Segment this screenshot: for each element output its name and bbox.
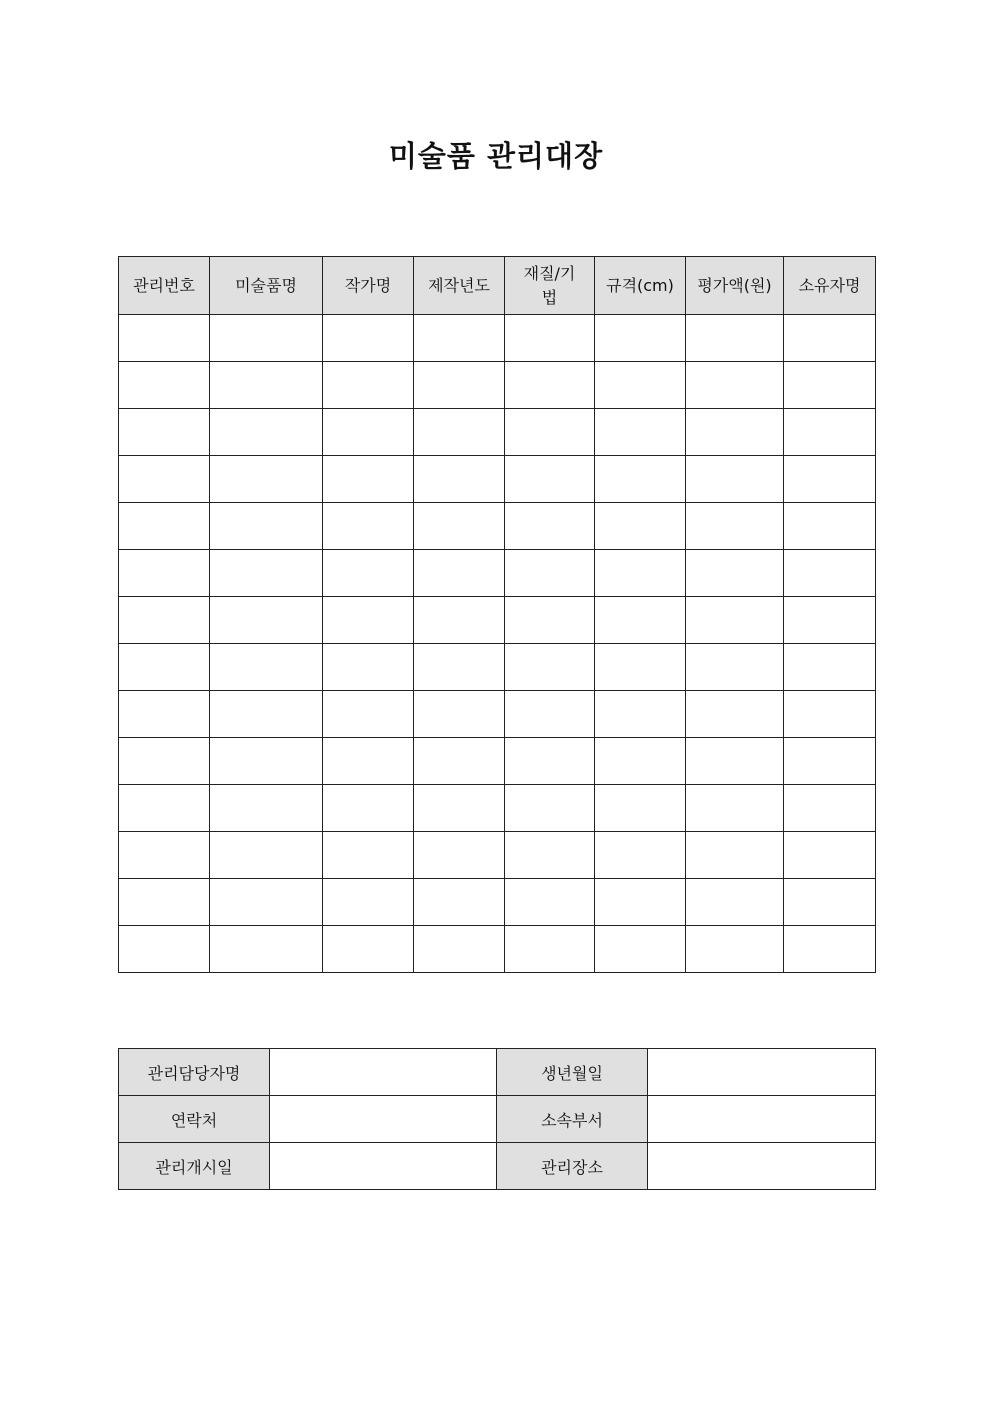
table-cell[interactable]: [686, 503, 784, 550]
table-cell[interactable]: [210, 691, 323, 738]
table-cell[interactable]: [686, 738, 784, 785]
header-row: [119, 257, 876, 315]
table-cell[interactable]: [595, 550, 686, 597]
table-cell[interactable]: [323, 550, 414, 597]
table-cell[interactable]: [119, 644, 210, 691]
table-cell[interactable]: [210, 785, 323, 832]
table-row: [119, 503, 876, 550]
location-label: 관리장소: [497, 1143, 648, 1190]
table-cell[interactable]: [686, 785, 784, 832]
table-cell[interactable]: [686, 691, 784, 738]
table-cell[interactable]: [595, 503, 686, 550]
table-cell[interactable]: [210, 926, 323, 973]
table-cell[interactable]: [119, 550, 210, 597]
table-cell[interactable]: [119, 879, 210, 926]
table-cell[interactable]: [505, 832, 595, 879]
table-cell[interactable]: [414, 597, 505, 644]
table-cell[interactable]: [505, 362, 595, 409]
table-row: [119, 644, 876, 691]
table-cell[interactable]: [323, 597, 414, 644]
table-cell[interactable]: [210, 409, 323, 456]
table-cell[interactable]: [210, 456, 323, 503]
table-cell[interactable]: [323, 362, 414, 409]
table-cell[interactable]: [210, 738, 323, 785]
table-cell[interactable]: [119, 597, 210, 644]
table-cell[interactable]: [323, 691, 414, 738]
start-date-label: 관리개시일: [119, 1143, 270, 1190]
table-cell[interactable]: [414, 738, 505, 785]
table-cell[interactable]: [686, 550, 784, 597]
table-cell[interactable]: [210, 550, 323, 597]
table-cell[interactable]: [784, 738, 876, 785]
table-cell[interactable]: [119, 926, 210, 973]
table-cell[interactable]: [323, 785, 414, 832]
table-cell[interactable]: [119, 503, 210, 550]
table-cell[interactable]: [323, 926, 414, 973]
table-cell[interactable]: [505, 691, 595, 738]
table-cell[interactable]: [505, 738, 595, 785]
table-cell[interactable]: [414, 926, 505, 973]
birth-date-field[interactable]: [648, 1049, 876, 1096]
table-cell[interactable]: [784, 644, 876, 691]
table-cell[interactable]: [119, 409, 210, 456]
table-cell[interactable]: [595, 644, 686, 691]
table-cell[interactable]: [210, 503, 323, 550]
table-cell[interactable]: [595, 315, 686, 362]
table-cell[interactable]: [595, 785, 686, 832]
table-cell[interactable]: [414, 362, 505, 409]
page-title: 미술품 관리대장: [388, 139, 604, 173]
table-cell[interactable]: [505, 456, 595, 503]
table-cell[interactable]: [414, 644, 505, 691]
table-cell[interactable]: [210, 879, 323, 926]
table-cell[interactable]: [686, 644, 784, 691]
table-cell[interactable]: [784, 362, 876, 409]
manager-info-table: [118, 1048, 876, 1190]
table-cell[interactable]: [784, 503, 876, 550]
table-cell[interactable]: [505, 644, 595, 691]
table-cell[interactable]: [210, 362, 323, 409]
table-cell[interactable]: [414, 832, 505, 879]
table-cell[interactable]: [119, 362, 210, 409]
artwork-register-table: [118, 256, 876, 973]
table-row: [119, 456, 876, 503]
table-cell[interactable]: [595, 832, 686, 879]
contact-label: 연락처: [119, 1096, 270, 1143]
table-cell[interactable]: [686, 456, 784, 503]
table-cell[interactable]: [323, 315, 414, 362]
table-cell[interactable]: [686, 879, 784, 926]
table-cell[interactable]: [323, 644, 414, 691]
table-row: [119, 832, 876, 879]
table-cell[interactable]: [595, 879, 686, 926]
table-cell[interactable]: [119, 832, 210, 879]
table-cell[interactable]: [119, 691, 210, 738]
table-row: [119, 315, 876, 362]
table-cell[interactable]: [323, 832, 414, 879]
register-body: [119, 315, 876, 973]
table-cell[interactable]: [505, 879, 595, 926]
table-cell[interactable]: [414, 315, 505, 362]
table-cell[interactable]: [595, 738, 686, 785]
table-row: [119, 879, 876, 926]
table-cell[interactable]: [595, 926, 686, 973]
table-cell[interactable]: [119, 315, 210, 362]
table-cell[interactable]: [784, 456, 876, 503]
table-row: [119, 738, 876, 785]
table-cell[interactable]: [414, 785, 505, 832]
birth-date-label: 생년월일: [497, 1049, 648, 1096]
table-cell[interactable]: [686, 315, 784, 362]
table-cell[interactable]: [119, 456, 210, 503]
table-cell[interactable]: [505, 597, 595, 644]
table-cell[interactable]: [595, 409, 686, 456]
info-row: [119, 1049, 876, 1096]
table-cell[interactable]: [505, 503, 595, 550]
info-row: [119, 1096, 876, 1143]
table-cell[interactable]: [323, 738, 414, 785]
column-header-size: 규격(cm): [595, 257, 686, 315]
table-cell[interactable]: [414, 409, 505, 456]
table-cell[interactable]: [784, 315, 876, 362]
table-cell[interactable]: [505, 315, 595, 362]
table-cell[interactable]: [686, 597, 784, 644]
info-row: [119, 1143, 876, 1190]
table-cell[interactable]: [686, 409, 784, 456]
manager-name-field[interactable]: [270, 1049, 497, 1096]
table-cell[interactable]: [505, 926, 595, 973]
table-cell[interactable]: [323, 456, 414, 503]
table-cell[interactable]: [414, 691, 505, 738]
table-cell[interactable]: [323, 879, 414, 926]
table-cell[interactable]: [784, 597, 876, 644]
start-date-field[interactable]: [270, 1143, 497, 1190]
table-cell[interactable]: [414, 503, 505, 550]
table-cell[interactable]: [505, 550, 595, 597]
table-row: [119, 785, 876, 832]
column-header-artwork-name: 미술품명: [210, 257, 323, 315]
table-cell[interactable]: [414, 879, 505, 926]
table-row: [119, 926, 876, 973]
table-cell[interactable]: [119, 785, 210, 832]
department-label: 소속부서: [497, 1096, 648, 1143]
table-cell[interactable]: [784, 550, 876, 597]
table-cell[interactable]: [784, 691, 876, 738]
table-row: [119, 691, 876, 738]
department-field[interactable]: [648, 1096, 876, 1143]
table-cell[interactable]: [784, 785, 876, 832]
table-cell[interactable]: [210, 315, 323, 362]
table-cell[interactable]: [686, 926, 784, 973]
column-header-artist-name: 작가명: [323, 257, 414, 315]
table-cell[interactable]: [595, 362, 686, 409]
table-cell[interactable]: [784, 926, 876, 973]
table-cell[interactable]: [210, 597, 323, 644]
table-cell[interactable]: [119, 738, 210, 785]
table-cell[interactable]: [505, 409, 595, 456]
table-row: [119, 550, 876, 597]
table-cell[interactable]: [505, 785, 595, 832]
table-cell[interactable]: [210, 644, 323, 691]
contact-field[interactable]: [270, 1096, 497, 1143]
column-header-material-technique: 재질/기법: [505, 257, 595, 315]
table-cell[interactable]: [784, 409, 876, 456]
table-cell[interactable]: [323, 503, 414, 550]
table-cell[interactable]: [595, 456, 686, 503]
manager-name-label: 관리담당자명: [119, 1049, 270, 1096]
table-cell[interactable]: [414, 550, 505, 597]
table-cell[interactable]: [686, 832, 784, 879]
column-header-appraised-value: 평가액(원): [686, 257, 784, 315]
table-cell[interactable]: [784, 879, 876, 926]
table-row: [119, 362, 876, 409]
table-cell[interactable]: [323, 409, 414, 456]
column-header-management-no: 관리번호: [119, 257, 210, 315]
column-header-owner-name: 소유자명: [784, 257, 876, 315]
table-cell[interactable]: [414, 456, 505, 503]
table-cell[interactable]: [595, 691, 686, 738]
column-header-production-year: 제작년도: [414, 257, 505, 315]
table-cell[interactable]: [784, 832, 876, 879]
table-cell[interactable]: [595, 597, 686, 644]
table-cell[interactable]: [210, 832, 323, 879]
table-cell[interactable]: [686, 362, 784, 409]
table-row: [119, 409, 876, 456]
table-row: [119, 597, 876, 644]
location-field[interactable]: [648, 1143, 876, 1190]
